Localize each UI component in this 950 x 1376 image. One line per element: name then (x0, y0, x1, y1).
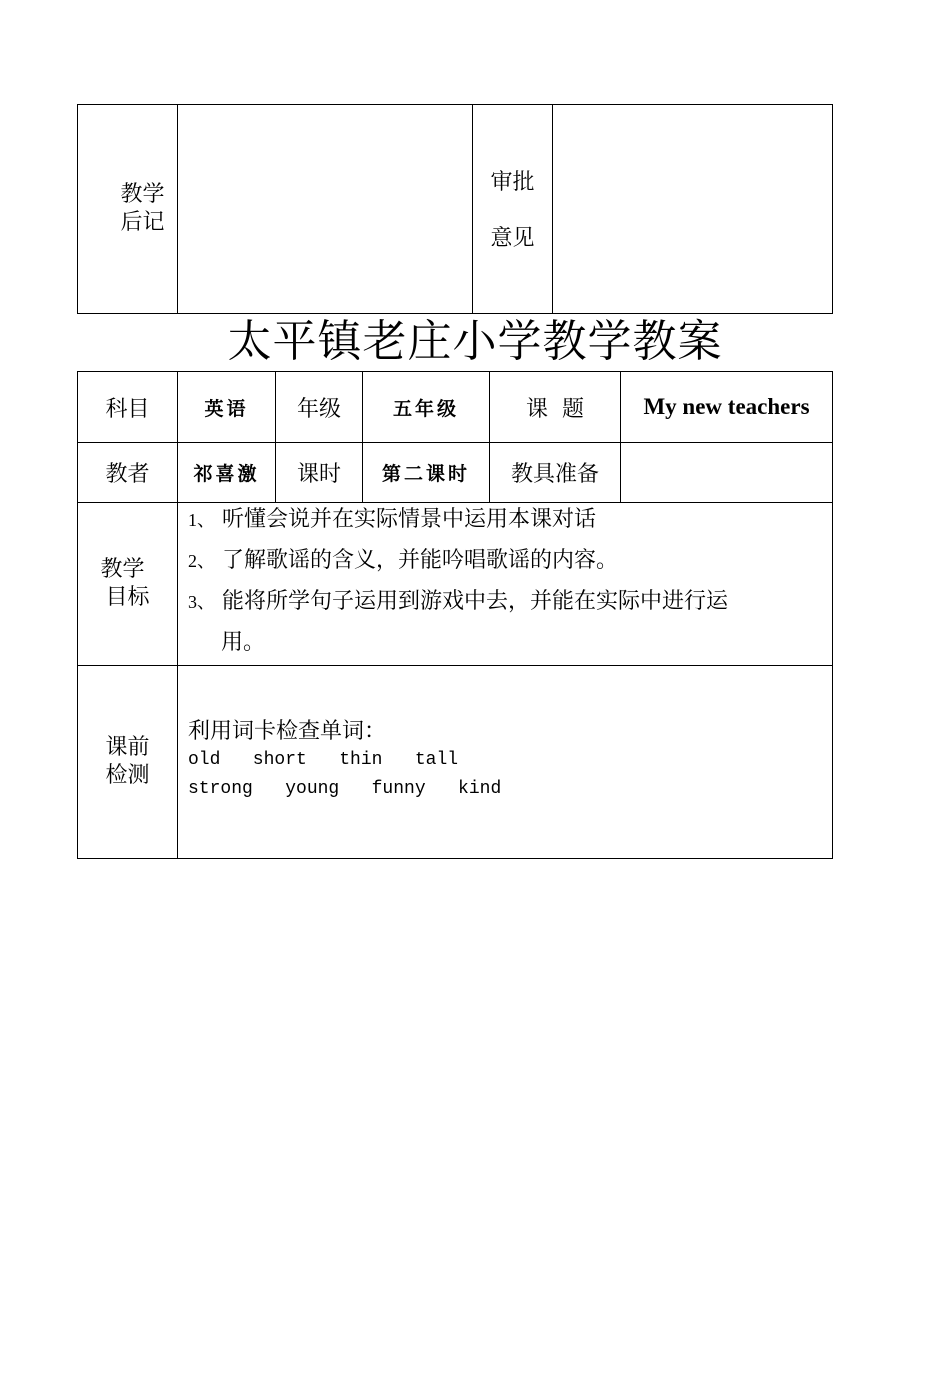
subject-label: 科目 (78, 372, 178, 443)
goal-text: 听懂会说并在实际情景中运用本课对话 (215, 507, 596, 532)
goals-label-line1: 教学 (100, 557, 145, 582)
goal-continuation: 用。 (221, 630, 266, 655)
goal-text: 了解歌谣的含义，并能吟唱歌谣的内容。 (215, 548, 618, 573)
precheck-intro: 利用词卡检查单词： (188, 719, 387, 744)
precheck-content (178, 666, 833, 859)
goal-number: 2、 (188, 551, 215, 571)
precheck-label-line1: 课前 (105, 735, 150, 760)
precheck-label (78, 666, 178, 859)
tools-label: 教具准备 (490, 443, 621, 503)
reflection-label (78, 105, 178, 314)
precheck-words-line2: strong young funny kind (188, 779, 502, 799)
approval-content[interactable] (553, 105, 833, 314)
approval-label-line2: 意见 (490, 226, 535, 251)
tools-value[interactable] (621, 443, 833, 503)
goal-item (188, 507, 832, 533)
goals-content (178, 503, 833, 666)
period-label: 课时 (276, 443, 363, 503)
goals-label-line2: 目标 (105, 585, 150, 610)
period-value: 第二课时 (363, 443, 490, 503)
subject-value: 英语 (178, 372, 276, 443)
approval-label (473, 105, 553, 314)
reflection-label-line1: 教学 (120, 182, 165, 207)
goal-item (188, 589, 832, 615)
page-title: 太平镇老庄小学教学教案 (227, 316, 723, 367)
teacher-label: 教者 (78, 443, 178, 503)
goal-number: 1、 (188, 510, 215, 530)
lesson-plan-table (77, 371, 833, 859)
goal-text: 能将所学句子运用到游戏中去，并能在实际中进行运 (215, 589, 728, 614)
reflection-table (77, 104, 833, 314)
grade-label: 年级 (276, 372, 363, 443)
reflection-content[interactable] (178, 105, 473, 314)
reflection-label-line2: 后记 (120, 210, 165, 235)
approval-label-line1: 审批 (490, 170, 535, 195)
teacher-value: 祁喜激 (178, 443, 276, 503)
grade-value: 五年级 (363, 372, 490, 443)
precheck-words-line1: old short thin tall (188, 750, 459, 770)
topic-value: My new teachers (621, 372, 833, 443)
goal-number: 3、 (188, 592, 215, 612)
goals-label (78, 503, 178, 666)
precheck-label-line2: 检测 (105, 763, 150, 788)
goal-item (188, 548, 832, 574)
topic-label: 课 题 (490, 372, 621, 443)
